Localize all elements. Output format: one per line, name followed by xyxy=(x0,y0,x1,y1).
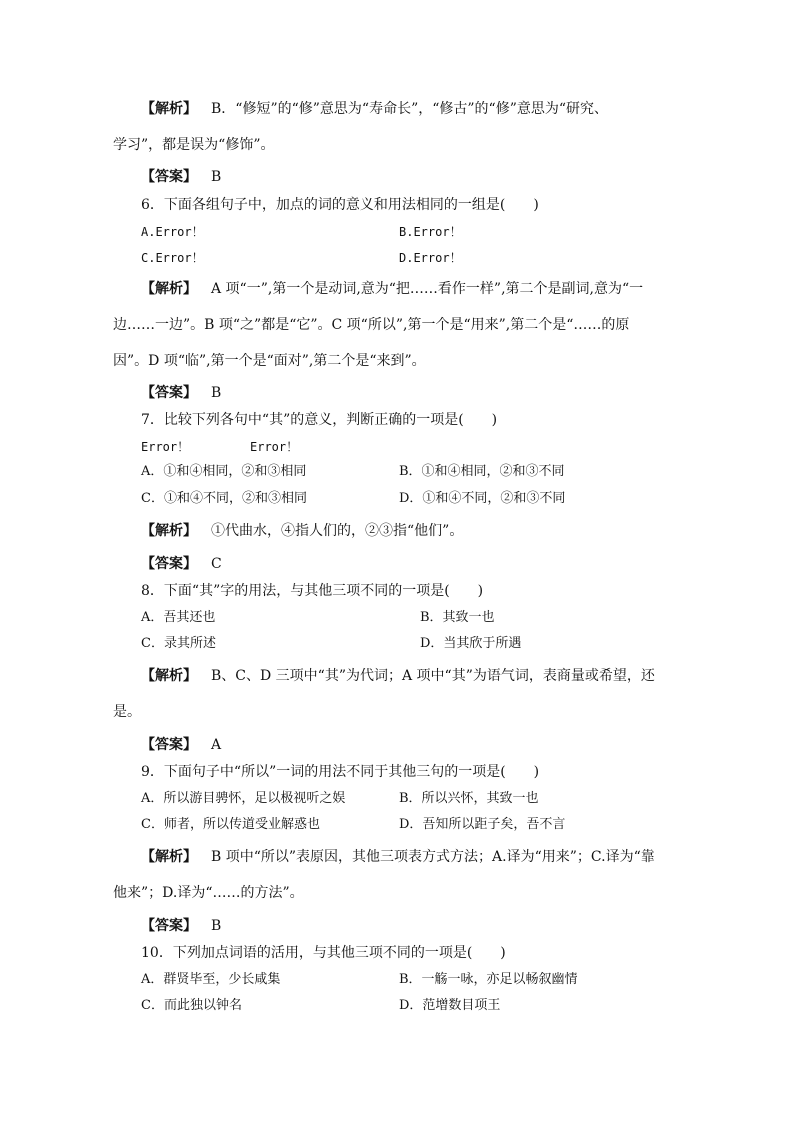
q10-option-c: C．而此独以钟名 xyxy=(141,998,242,1013)
q10-option-d: D．范增数目项王 xyxy=(399,998,501,1013)
q6-analysis-text-1: A 项“一”,第一个是动词,意为“把……看作一样”,第二个是副词,意为“一 xyxy=(211,281,644,297)
q6-option-c: C.Error！ xyxy=(141,251,204,265)
analysis-label: 【解析】 xyxy=(141,668,197,684)
q5-answer xyxy=(141,168,221,186)
answer-label: 【答案】 xyxy=(141,385,197,401)
q8-option-c: C．录其所述 xyxy=(141,636,216,651)
q9-answer xyxy=(141,917,221,935)
q5-analysis-line-1 xyxy=(141,100,608,118)
q8-option-a: A．吾其还也 xyxy=(141,610,216,625)
q6-analysis-line-3: 因”。D 项“临”,第一个是“面对”,第二个是“来到”。 xyxy=(113,353,426,369)
q10-option-b: B．一觞一咏，亦足以畅叙幽情 xyxy=(399,972,578,987)
q7-analysis-text: ①代曲水，④指人们的，②③指“他们”。 xyxy=(211,523,464,539)
q6-option-a: A.Error！ xyxy=(141,225,204,239)
q9-analysis-line-2: 他来”；D.译为“……的方法”。 xyxy=(113,885,304,901)
q9-option-b: B．所以兴怀，其致一也 xyxy=(399,791,539,806)
q6-option-d: D.Error！ xyxy=(399,251,462,265)
q7-analysis xyxy=(141,522,463,540)
q7-error-2: Error！ xyxy=(250,440,299,454)
answer-label: 【答案】 xyxy=(141,737,197,753)
q8-analysis-text-1: B、C、D 三项中“其”为代词；A 项中“其”为语气词，表商量或希望，还 xyxy=(211,668,655,684)
q8-answer xyxy=(141,736,221,754)
q7-answer xyxy=(141,555,222,573)
q7-option-b: B．①和④相同，②和③不同 xyxy=(399,464,565,479)
q7-error-1: Error！ xyxy=(141,440,190,454)
q10-option-a: A．群贤毕至，少长咸集 xyxy=(141,972,281,987)
q9-option-c: C．师者，所以传道受业解惑也 xyxy=(141,817,320,832)
q9-option-a: A．所以游目骋怀，足以极视听之娱 xyxy=(141,791,346,806)
q9-answer-value: B xyxy=(211,918,222,934)
q7-answer-value: C xyxy=(211,556,222,572)
q10-stem: 10．下列加点词语的活用，与其他三项不同的一项是( ) xyxy=(141,945,506,961)
q8-analysis-line-1 xyxy=(141,667,655,685)
q8-analysis-line-2: 是。 xyxy=(113,704,141,720)
q8-answer-value: A xyxy=(211,737,222,753)
q6-answer-value: B xyxy=(211,385,222,401)
q9-analysis-line-1 xyxy=(141,848,655,866)
q8-option-b: B．其致一也 xyxy=(420,610,495,625)
analysis-label: 【解析】 xyxy=(141,523,197,539)
q5-analysis-text-1: B．“修短”的“修”意思为“寿命长”，“修古”的“修”意思为“研究、 xyxy=(211,101,609,117)
q6-stem: 6．下面各组句子中，加点的词的意义和用法相同的一组是( ) xyxy=(141,197,539,213)
q7-option-d: D．①和④不同，②和③不同 xyxy=(399,491,566,506)
q9-analysis-text-1: B 项中“所以”表原因，其他三项表方式方法；A.译为“用来”；C.译为“靠 xyxy=(211,849,655,865)
q6-analysis-line-2: 边……一边”。B 项“之”都是“它”。C 项“所以”,第一个是“用来”,第二个是“……的原 xyxy=(113,317,630,333)
q6-answer xyxy=(141,384,221,402)
q5-answer-value: B xyxy=(211,169,222,185)
answer-label: 【答案】 xyxy=(141,169,197,185)
q7-option-c: C．①和④不同，②和③相同 xyxy=(141,491,307,506)
analysis-label: 【解析】 xyxy=(141,849,197,865)
answer-label: 【答案】 xyxy=(141,918,197,934)
q6-analysis-line-1 xyxy=(141,280,643,298)
analysis-label: 【解析】 xyxy=(141,281,197,297)
q8-option-d: D．当其欣于所遇 xyxy=(420,636,522,651)
answer-label: 【答案】 xyxy=(141,556,197,572)
q5-analysis-line-2: 学习”，都是误为“修饰”。 xyxy=(113,137,275,153)
analysis-label: 【解析】 xyxy=(141,101,197,117)
q9-option-d: D．吾知所以距子矣，吾不言 xyxy=(399,817,566,832)
q8-stem: 8．下面“其”字的用法，与其他三项不同的一项是( ) xyxy=(141,583,484,599)
q9-stem: 9．下面句子中“所以”一词的用法不同于其他三句的一项是( ) xyxy=(141,764,540,780)
q7-option-a: A．①和④相同，②和③相同 xyxy=(141,464,307,479)
q7-stem: 7．比较下列各句中“其”的意义，判断正确的一项是( ) xyxy=(141,412,498,428)
q6-option-b: B.Error！ xyxy=(399,225,462,239)
